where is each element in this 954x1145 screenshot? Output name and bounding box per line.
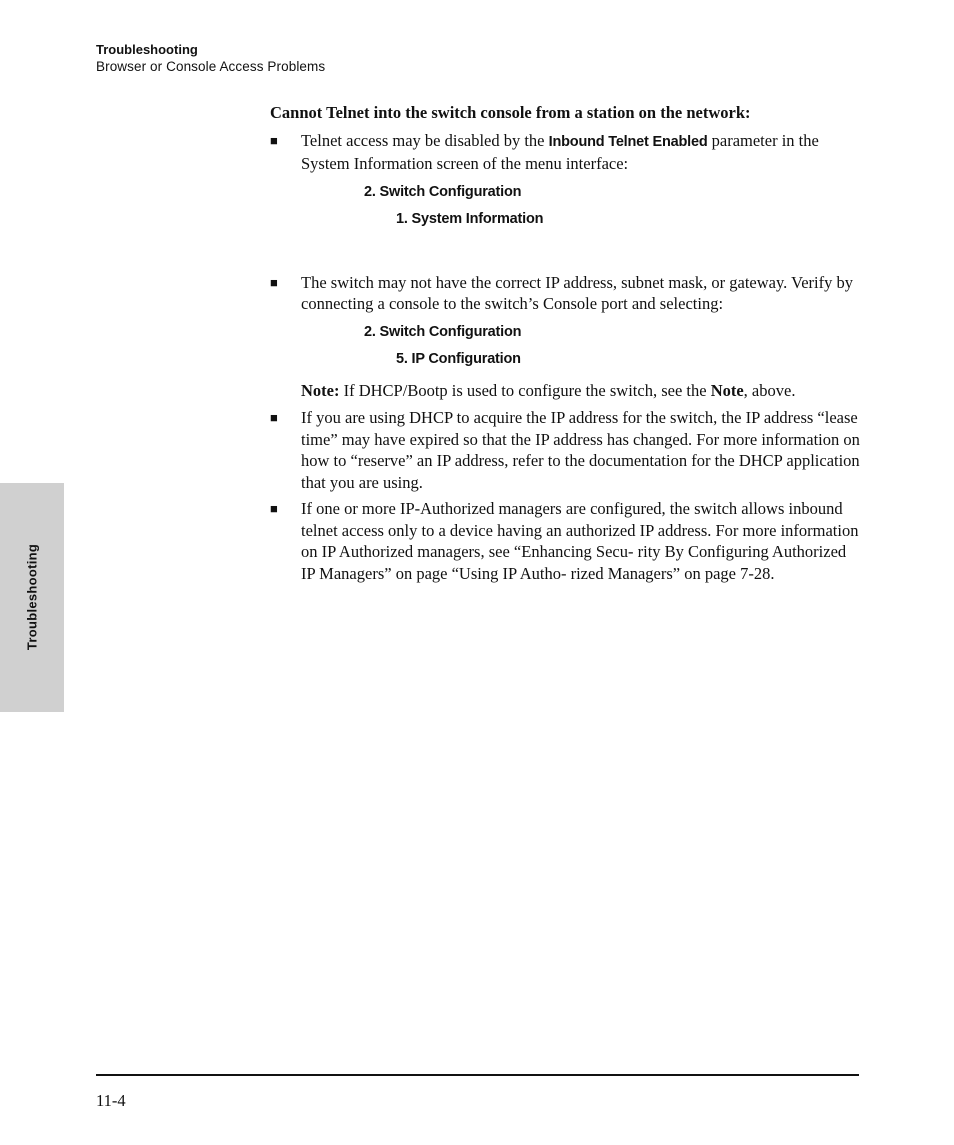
- problem-heading: Cannot Telnet into the switch console from a station on the network:: [270, 103, 751, 122]
- note-label: Note:: [301, 380, 340, 400]
- bullet-text: Telnet access may be disabled by the: [301, 130, 549, 150]
- bullet-item-telnet-disabled: [270, 130, 860, 228]
- bullet-text: The switch may not have the correct IP address, subnet mask, or gateway. Verify by connecting a console to the switch’s Console port and selecting:: [301, 272, 853, 313]
- bullet-item-dhcp-lease: [270, 407, 860, 493]
- bullet-text-cont: parameter in the System Information screen of the menu interface:: [301, 130, 819, 173]
- side-tab: [0, 483, 64, 712]
- menu-path-level1: 2. Switch Configuration: [364, 323, 522, 340]
- bullet-item-authorized-managers: [270, 498, 860, 584]
- menu-path-level2: 1. System Information: [396, 210, 544, 227]
- page-number: 11-4: [96, 1091, 126, 1110]
- bullet-text: If you are using DHCP to acquire the IP address for the switch, the IP address “lease time” may have expired so that the IP address has changed. For more information on how to “reserve” an IP address, refer to the documentation for the DHCP application that you are using.: [301, 408, 860, 492]
- bullet-text: If one or more IP-Authorized managers are configured, the switch allows inbound telnet access only to a device having an authorized IP address. For more information on IP Authorized managers, see “Enhancing Secu- rity By Configuring Authorized IP Managers” on page “Using IP Autho- rized Managers” on page 7-28.: [301, 499, 859, 583]
- square-bullet-icon: ■: [270, 410, 278, 425]
- square-bullet-icon: ■: [270, 132, 278, 148]
- note-ref: Note: [710, 380, 744, 400]
- footer-rule: [96, 1074, 859, 1076]
- square-bullet-icon: ■: [270, 501, 278, 516]
- note-text: If DHCP/Bootp is used to configure the switch, see the: [339, 380, 711, 400]
- chapter-title: Troubleshooting: [96, 42, 198, 57]
- side-tab-label: Troubleshooting: [24, 543, 40, 651]
- square-bullet-icon: ■: [270, 274, 278, 290]
- bullet-item-ip-address: [270, 272, 860, 368]
- ui-term: Inbound Telnet Enabled: [548, 133, 708, 150]
- running-head: [96, 41, 325, 76]
- main-content: [270, 102, 860, 589]
- note: [270, 380, 860, 402]
- menu-path-level2: 5. IP Configuration: [396, 350, 521, 367]
- menu-path-level1: 2. Switch Configuration: [364, 183, 522, 200]
- section-title: Browser or Console Access Problems: [96, 59, 326, 74]
- note-text-end: , above.: [743, 380, 796, 400]
